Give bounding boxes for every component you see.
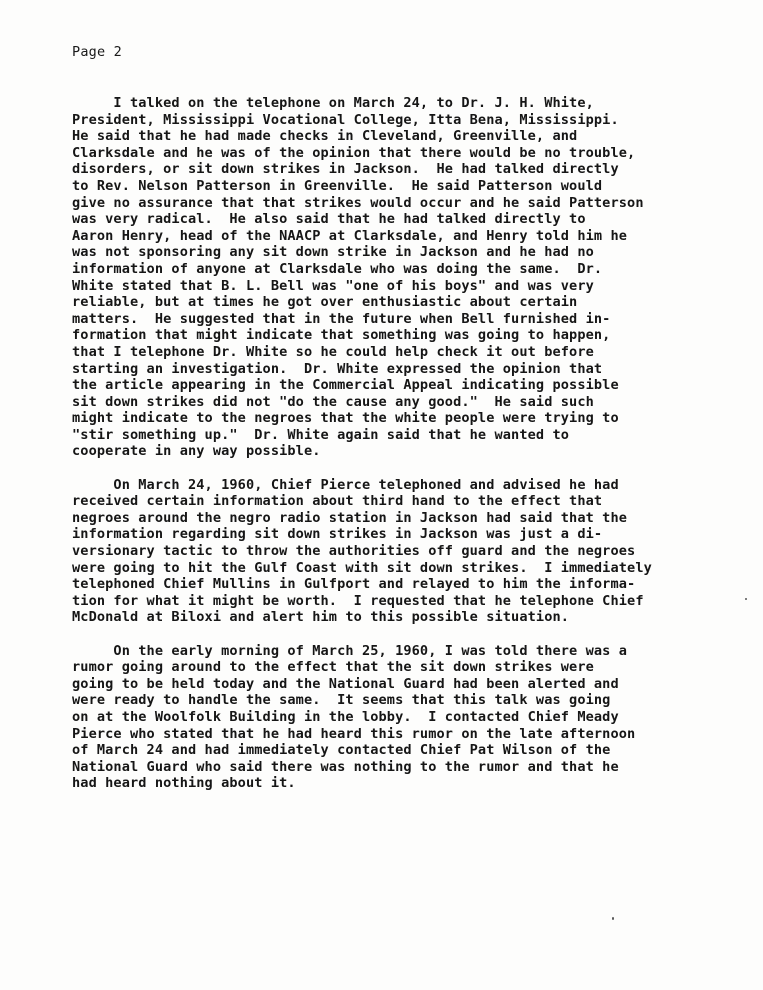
text-line: information regarding sit down strikes in Jackson was just a di- [72,526,603,543]
paragraph-2 [72,477,712,626]
scan-speck [745,598,747,600]
page-number: Page 2 [72,44,122,60]
text-line: that I telephone Dr. White so he could help check it out before [72,343,594,360]
document-body [72,95,712,809]
text-line: President, Mississippi Vocational College, Itta Bena, Mississippi. [72,111,619,128]
text-line: information of anyone at Clarksdale who was doing the same. Dr. [72,260,603,277]
text-line: White stated that B. L. Bell was "one of his boys" and was very [72,277,594,294]
text-line: negroes around the negro radio station in Jackson had said that the [72,509,628,526]
text-line: reliable, but at times he got over enthusiastic about certain [72,294,578,311]
paragraph-1 [72,95,712,460]
text-line: matters. He suggested that in the future when Bell furnished in- [72,310,611,327]
text-line: give no assurance that that strikes would occur and he said Patterson [72,194,644,211]
text-line: I talked on the telephone on March 24, to Dr. J. H. White, [72,95,594,111]
text-line: going to be held today and the National Guard had been alerted and [72,675,619,692]
text-line: Aaron Henry, head of the NAACP at Clarksdale, and Henry told him he [72,227,628,244]
text-line: to Rev. Nelson Patterson in Greenville. He said Patterson would [72,177,603,194]
text-line: He said that he had made checks in Cleveland, Greenville, and [72,128,578,145]
text-line: received certain information about third hand to the effect that [72,493,603,510]
text-line: telephoned Chief Mullins in Gulfport and relayed to him the informa- [72,576,636,593]
text-line: was very radical. He also said that he had talked directly to [72,211,586,228]
text-line: was not sponsoring any sit down strike in Jackson and he had no [72,244,594,261]
text-line: National Guard who said there was nothing to the rumor and that he [72,758,619,775]
text-line: sit down strikes did not "do the cause any good." He said such [72,393,594,410]
text-line: disorders, or sit down strikes in Jackson. He had talked directly [72,161,619,178]
text-line: were going to hit the Gulf Coast with sit down strikes. I immediately [72,559,652,576]
scan-speck [612,917,614,920]
paragraph-3 [72,643,712,792]
text-line: might indicate to the negroes that the white people were trying to [72,410,619,427]
text-line: starting an investigation. Dr. White expressed the opinion that [72,360,603,377]
text-line: versionary tactic to throw the authorities off guard and the negroes [72,543,636,560]
text-line: On March 24, 1960, Chief Pierce telephoned and advised he had [72,476,619,493]
text-line: rumor going around to the effect that the sit down strikes were [72,659,594,676]
text-line: On the early morning of March 25, 1960, I was told there was a [72,642,628,659]
text-line: on at the Woolfolk Building in the lobby. I contacted Chief Meady [72,708,619,725]
text-line: the article appearing in the Commercial Appeal indicating possible [72,377,619,394]
text-line: Clarksdale and he was of the opinion that there would be no trouble, [72,144,636,161]
text-line: McDonald at Biloxi and alert him to this possible situation. [72,609,570,626]
text-line: cooperate in any way possible. [72,443,321,460]
text-line: Pierce who stated that he had heard this rumor on the late afternoon [72,725,636,742]
text-line: "stir something up." Dr. White again said that he wanted to [72,426,570,443]
text-line: formation that might indicate that something was going to happen, [72,327,611,344]
text-line: of March 24 and had immediately contacted Chief Pat Wilson of the [72,742,611,759]
text-line: tion for what it might be worth. I requested that he telephone Chief [72,592,644,609]
text-line: were ready to handle the same. It seems that this talk was going [72,692,611,709]
text-line: had heard nothing about it. [72,775,296,792]
